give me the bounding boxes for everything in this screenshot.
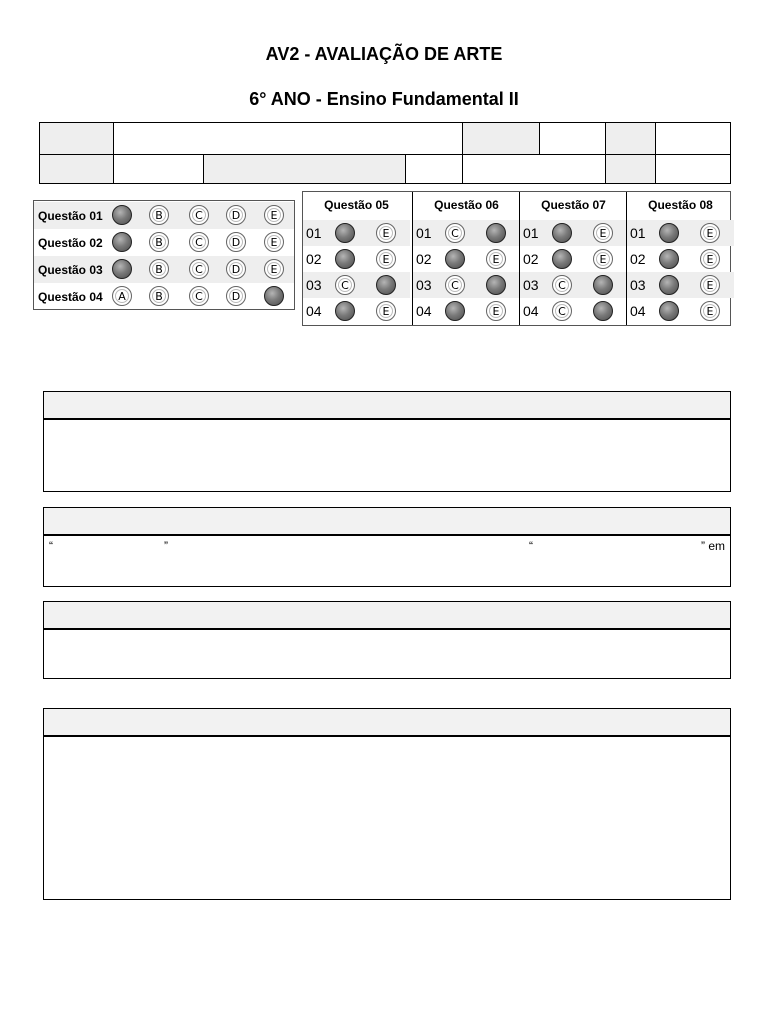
question-column-title: Questão 05 <box>324 198 389 212</box>
close-quote-mark-with-text: ” em <box>701 539 725 553</box>
item-row <box>627 272 734 298</box>
answer-bubble-e[interactable]: E <box>264 205 284 225</box>
question-row <box>34 283 294 310</box>
answer-bubble-e[interactable]: E <box>264 259 284 279</box>
item-row <box>413 272 520 298</box>
answer-bubble-b[interactable]: B <box>149 232 169 252</box>
item-row <box>303 272 410 298</box>
info-field[interactable] <box>462 154 606 184</box>
answer-bubble-b[interactable]: B <box>149 205 169 225</box>
answer-bubble-c[interactable] <box>659 301 679 321</box>
page-subtitle: 6° ANO - Ensino Fundamental II <box>249 89 519 109</box>
item-row <box>303 298 410 324</box>
answer-bubble-c[interactable]: C <box>335 275 355 295</box>
question-column-title: Questão 07 <box>541 198 606 212</box>
item-number: 04 <box>416 303 432 319</box>
student-info-grid <box>39 122 731 184</box>
answer-bubble-d[interactable]: D <box>226 259 246 279</box>
answer-grid-multiple-choice <box>33 200 295 310</box>
answer-bubble-c[interactable] <box>335 249 355 269</box>
item-number: 03 <box>416 277 432 293</box>
info-label-cell <box>39 154 114 184</box>
answer-bubble-c[interactable]: C <box>552 301 572 321</box>
question-row <box>34 256 294 283</box>
item-number: 04 <box>523 303 539 319</box>
item-number: 01 <box>306 225 322 241</box>
question-column <box>412 192 520 325</box>
answer-bubble-e[interactable]: E <box>264 232 284 252</box>
section-header <box>44 508 730 536</box>
info-label-cell <box>605 122 656 155</box>
section-header <box>44 602 730 630</box>
info-label-cell <box>462 122 540 155</box>
answer-bubble-e[interactable]: E <box>376 301 396 321</box>
answer-bubble-d[interactable]: D <box>226 232 246 252</box>
answer-bubble-c[interactable] <box>659 275 679 295</box>
answer-section-1 <box>43 391 731 492</box>
answer-bubble-c[interactable]: C <box>445 223 465 243</box>
question-column <box>303 192 410 325</box>
answer-bubble-e[interactable]: E <box>486 301 506 321</box>
item-number: 01 <box>630 225 646 241</box>
answer-bubble-e[interactable] <box>486 275 506 295</box>
answer-section-4 <box>43 708 731 900</box>
answer-bubble-e[interactable]: E <box>486 249 506 269</box>
answer-bubble-e[interactable]: E <box>700 275 720 295</box>
item-row <box>413 220 520 246</box>
item-number: 02 <box>523 251 539 267</box>
answer-bubble-c[interactable] <box>552 249 572 269</box>
item-number: 04 <box>630 303 646 319</box>
question-column <box>626 192 734 325</box>
answer-grid-true-false <box>302 191 731 326</box>
answer-bubble-b[interactable]: B <box>149 286 169 306</box>
answer-bubble-c[interactable] <box>445 249 465 269</box>
question-column-title: Questão 08 <box>648 198 713 212</box>
answer-bubble-c[interactable] <box>335 223 355 243</box>
answer-bubble-e[interactable] <box>593 275 613 295</box>
info-field[interactable] <box>539 122 606 155</box>
answer-bubble-d[interactable]: D <box>226 205 246 225</box>
item-row <box>413 246 520 272</box>
answer-bubble-a[interactable] <box>112 232 132 252</box>
item-number: 01 <box>416 225 432 241</box>
answer-section-2 <box>43 507 731 587</box>
info-field[interactable] <box>113 122 463 155</box>
answer-bubble-c[interactable]: C <box>552 275 572 295</box>
item-row <box>303 220 410 246</box>
answer-bubble-c[interactable] <box>335 301 355 321</box>
info-field[interactable] <box>113 154 204 184</box>
question-row <box>34 229 294 256</box>
answer-bubble-c[interactable]: C <box>189 259 209 279</box>
open-quote-mark: “ <box>49 539 53 553</box>
item-row <box>627 246 734 272</box>
answer-bubble-c[interactable]: C <box>445 275 465 295</box>
item-row <box>303 246 410 272</box>
answer-bubble-a[interactable]: A <box>112 286 132 306</box>
close-quote-mark: ” <box>164 539 168 553</box>
item-number: 03 <box>523 277 539 293</box>
answer-bubble-e[interactable]: E <box>593 223 613 243</box>
item-row <box>627 298 734 324</box>
item-row <box>520 272 627 298</box>
info-field[interactable] <box>655 154 731 184</box>
item-number: 04 <box>306 303 322 319</box>
answer-bubble-e[interactable]: E <box>376 249 396 269</box>
item-row <box>413 298 520 324</box>
question-label: Questão 02 <box>38 236 103 250</box>
answer-bubble-e[interactable]: E <box>376 223 396 243</box>
item-number: 03 <box>630 277 646 293</box>
question-label: Questão 04 <box>38 290 103 304</box>
answer-bubble-e[interactable]: E <box>700 223 720 243</box>
item-row <box>520 246 627 272</box>
answer-bubble-c[interactable] <box>445 301 465 321</box>
answer-bubble-c[interactable] <box>659 249 679 269</box>
item-number: 02 <box>416 251 432 267</box>
section-header <box>44 392 730 420</box>
question-label: Questão 03 <box>38 263 103 277</box>
answer-bubble-c[interactable] <box>659 223 679 243</box>
item-number: 03 <box>306 277 322 293</box>
answer-bubble-d[interactable]: D <box>226 286 246 306</box>
answer-bubble-a[interactable] <box>112 259 132 279</box>
question-row <box>34 202 294 229</box>
answer-section-3 <box>43 601 731 679</box>
answer-bubble-a[interactable] <box>112 205 132 225</box>
info-label-cell <box>203 154 406 184</box>
item-number: 01 <box>523 225 539 241</box>
info-field[interactable] <box>655 122 731 155</box>
answer-bubble-c[interactable]: C <box>189 232 209 252</box>
open-quote-mark: “ <box>529 539 533 553</box>
section-header <box>44 709 730 737</box>
item-number: 02 <box>306 251 322 267</box>
answer-bubble-c[interactable]: C <box>189 205 209 225</box>
question-column <box>519 192 627 325</box>
question-label: Questão 01 <box>38 209 103 223</box>
info-label-cell <box>39 122 114 155</box>
answer-bubble-e[interactable]: E <box>593 249 613 269</box>
answer-bubble-e[interactable] <box>486 223 506 243</box>
item-row <box>520 298 627 324</box>
page-title: AV2 - AVALIAÇÃO DE ARTE <box>265 44 503 64</box>
answer-bubble-e[interactable]: E <box>700 301 720 321</box>
item-row <box>627 220 734 246</box>
answer-bubble-e[interactable] <box>376 275 396 295</box>
answer-bubble-b[interactable]: B <box>149 259 169 279</box>
item-row <box>520 220 627 246</box>
answer-bubble-e[interactable] <box>264 286 284 306</box>
info-field[interactable] <box>405 154 463 184</box>
answer-bubble-e[interactable] <box>593 301 613 321</box>
answer-bubble-e[interactable]: E <box>700 249 720 269</box>
answer-bubble-c[interactable]: C <box>189 286 209 306</box>
info-label-cell <box>605 154 656 184</box>
item-number: 02 <box>630 251 646 267</box>
question-column-title: Questão 06 <box>434 198 499 212</box>
answer-bubble-c[interactable] <box>552 223 572 243</box>
